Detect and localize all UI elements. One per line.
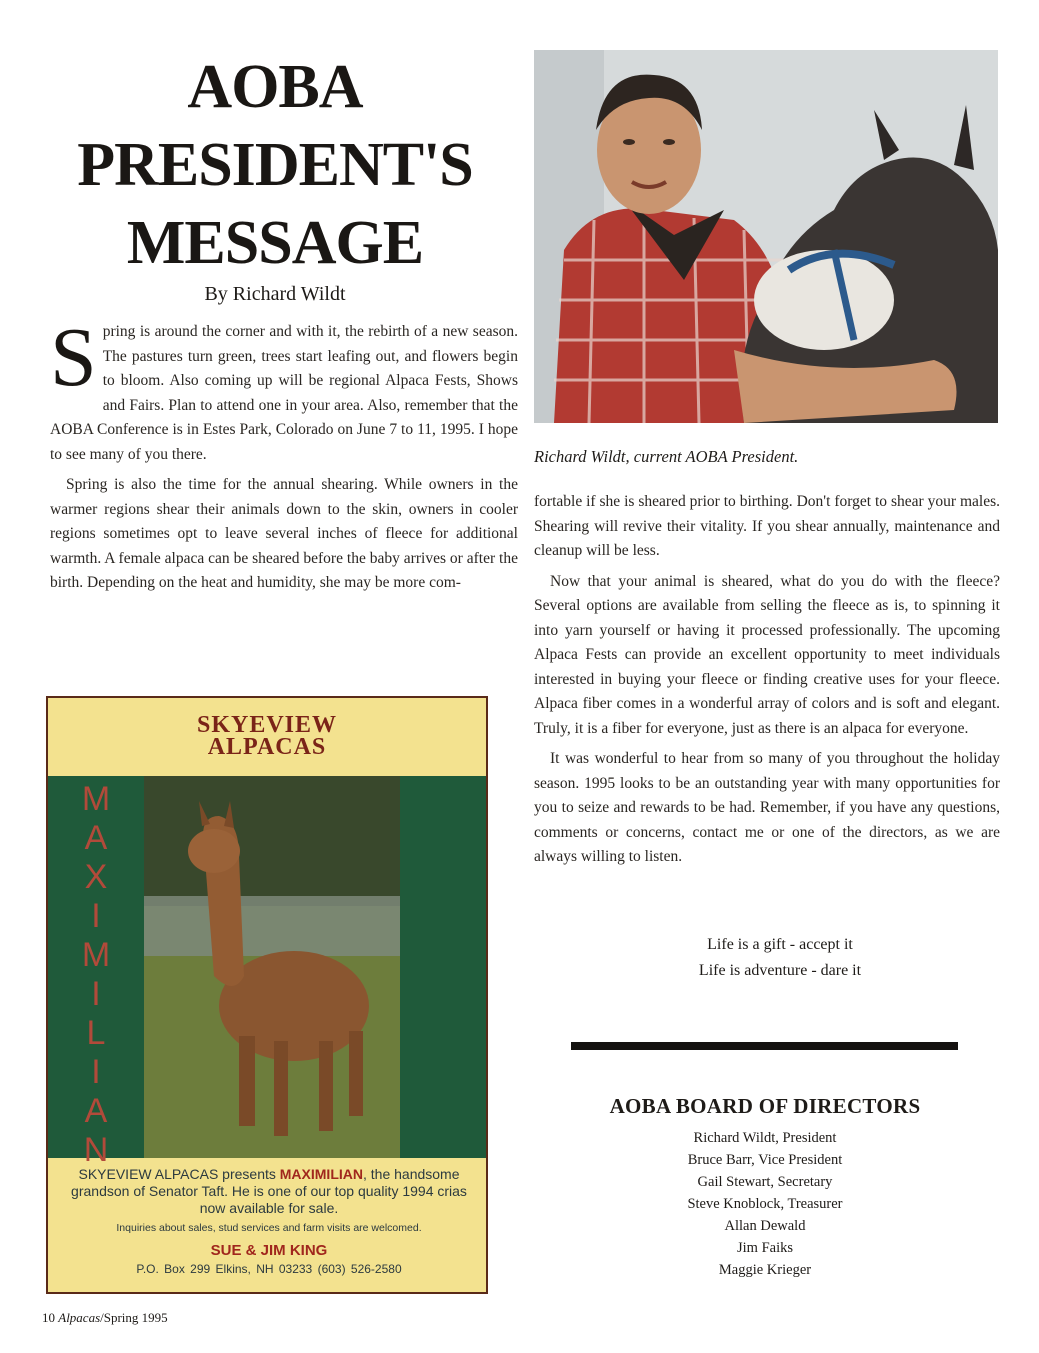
quote-line-1: Life is a gift - accept it [707,936,853,953]
board-member: Gail Stewart, Secretary [697,1174,833,1190]
vertical-letter: M [81,936,111,974]
skyeview-advertisement [46,696,488,1294]
title-line-3: MESSAGE [126,209,424,277]
vertical-letter: I [91,975,101,1013]
vertical-letter: A [84,1092,108,1130]
board-member: Maggie Krieger [718,1262,812,1278]
paragraph-4: Now that your animal is sheared, what do you do with the fleece? Several options are available from selling the fleece as is, to spinning it into yarn yourself or having it processed professionally. The upcoming Alpaca Fests can provide an excellent opportunity to meet individuals interested in buying your fleece or finding creative uses for your fleece. Alpaca fiber comes in a wonderful array of colors and is soft and elegant. Truly, it is a fiber for everyone, just as there is an alpaca for everyone. [534,572,1000,737]
president-photo [534,50,998,423]
title-line-2: PRESIDENT'S [77,131,473,199]
ad-text-part-2: , the handsome grandson of Senator Taft. He is one of our top quality 1994 crias now available for sale. [71,1166,467,1216]
vertical-letter: M [81,780,111,818]
paragraph-5: It was wonderful to hear from so many of you throughout the holiday season. 1995 looks to be an outstanding year with many opportunities for you to seize and rewards to be had. Remember, if you have any questions, comments or concerns, contact me or one of the directors, as we are always willing to listen. [534,750,1000,865]
ad-address: P.O. Box 299 Elkins, NH 03233 (603) 526-2580 [136,1262,402,1276]
article-column-left [50,311,518,602]
board-members-list [550,1127,980,1281]
paragraph-2: Spring is also the time for the annual shearing. While owners in the warmer regions shear their animals down to the skin, owners in cooler regions sometimes opt to leave several inches of fleece for additional warmth. A female alpaca can be sheared before the baby arrives or after the birth. Depending on the heat and humidity, she may be more com- [50,476,518,591]
board-member: Jim Faiks [737,1240,793,1256]
president-with-alpaca-image [534,50,998,423]
alpaca-cria-image [144,776,400,1158]
title-line-1: AOBA [187,53,363,121]
alpaca-photo [144,776,400,1158]
ad-highlight-name: MAXIMILIAN [279,1166,363,1182]
board-member: Allan Dewald [724,1218,806,1234]
ad-vertical-name [48,780,144,1170]
vertical-letter: A [84,819,108,857]
vertical-letter: X [84,858,108,896]
ad-logo-line-1: SKYEVIEW [196,712,338,738]
paragraph-1 [50,311,518,467]
board-member: Steve Knoblock, Treasurer [687,1196,843,1212]
vertical-letter: I [91,1053,101,1091]
paragraph-1-text: pring is around the corner and with it, the rebirth of a new season. The pastures turn green, trees start leafing out, and flowers begin to bloom. Also coming up will be regional Alpaca Fests, Shows and Fairs. Plan to attend one in your area. Also, remember that the AOBA Conference is in Estes Park, Colorado on June 7 to 11, 1995. I hope to see many of you there. [50,323,518,463]
ad-logo-line-2: ALPACAS [207,734,327,760]
vertical-letter: L [86,1014,106,1052]
page-footer [42,1310,168,1326]
vertical-letter: I [91,897,101,935]
ad-text-part-1: SKYEVIEW ALPACAS presents [78,1166,280,1182]
closing-quote [600,932,960,984]
paragraph-3: fortable if she is sheared prior to birthing. Don't forget to shear your males. Shearing will revive their vitality. If you shear annually, maintenance and cleanup will be less. [534,493,1000,559]
article-column-right [534,490,1000,876]
ad-green-panel-right [400,776,486,1158]
vertical-letter: N [83,1131,109,1169]
magazine-name: Alpacas [58,1310,101,1325]
ad-logo [48,714,486,758]
board-heading: AOBA BOARD OF DIRECTORS [609,1094,921,1118]
article-title [40,48,510,282]
issue: /Spring 1995 [100,1310,168,1325]
ad-description [60,1166,478,1217]
board-member: Richard Wildt, President [693,1130,837,1146]
drop-cap: S [50,311,97,404]
quote-line-2: Life is adventure - dare it [698,962,862,979]
byline: By Richard Wildt [204,283,346,305]
ad-inquiries: Inquiries about sales, stud services and farm visits are welcomed. [116,1222,422,1234]
board-member: Bruce Barr, Vice President [687,1152,843,1168]
ad-contact-names: SUE & JIM KING [210,1242,328,1259]
section-divider [571,1042,958,1050]
photo-caption: Richard Wildt, current AOBA President. [534,447,799,466]
page-number: 10 [42,1310,55,1325]
